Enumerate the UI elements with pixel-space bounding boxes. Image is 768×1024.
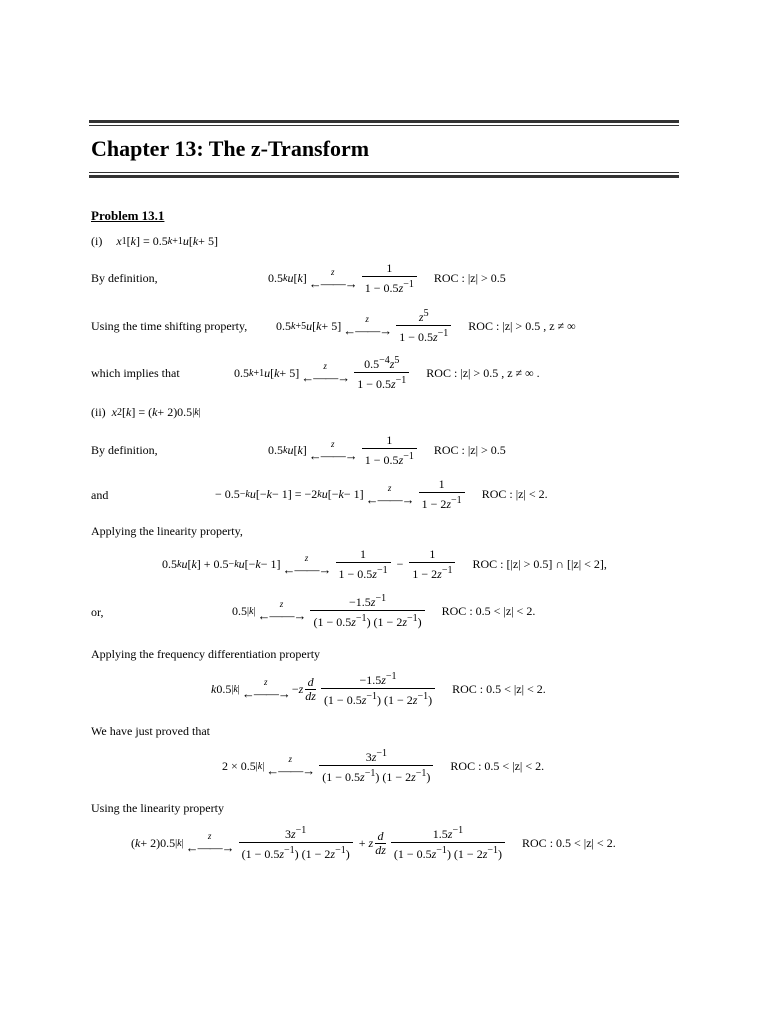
- equation-scaled: 2 × 0.5 |k| z ←——→ $\frac{3z^{-1}}{(1 - 0.5z^{-1}) (1 - 2z^{-1})}$ ROC : 0.5 < |z| < 2.: [222, 748, 545, 785]
- text-just-proved: We have just proved that: [91, 724, 210, 738]
- roc-x1: ROC : |z| > 0.5 , z ≠ ∞ .: [426, 365, 540, 380]
- roc-anticausal: ROC : |z| < 2.: [481, 487, 548, 502]
- equation-linearity-sum: 0.5 k u [ k ] + 0.5 −k u [− k − 1] z ←——→ $\frac{1}{1 - 0.5z^{-1}}$ − $\frac{1}{1 - 2z^{-1}}$ ROC : [|z| > 0.5] ∩ [|z| < 2],: [162, 547, 607, 582]
- roc-basic-1: ROC : |z| > 0.5: [433, 271, 506, 286]
- part-ii-definition: (ii) x 2 [ k ] = ( k + 2)0.5 |k|: [91, 405, 201, 419]
- equation-freq-diff: k 0.5 |k| z ←——→ − z d dz $\frac{-1.5z^{-1}}{(1 - 0.5z^{-1}) (1 - 2z^{-1})}$ ROC : 0.5 < |z| < 2.: [211, 671, 546, 708]
- part-i-label: (i): [91, 234, 103, 248]
- roc-intersect: ROC : [|z| > 0.5] ∩ [|z| < 2],: [472, 557, 607, 572]
- text-by-definition-1: By definition,: [91, 271, 158, 285]
- text-time-shift: Using the time shifting property,: [91, 319, 248, 333]
- header-rule-bottom: [89, 172, 679, 173]
- text-and: and: [91, 488, 109, 502]
- header-rule-top: [89, 120, 679, 123]
- equation-anticausal-pair: − 0.5 −k u [− k − 1] = −2 k u [− k − 1] z ←——→ $\frac{1}{1 - 2z^{-1}}$ ROC : |z| < 2.: [215, 477, 548, 512]
- roc-freq-diff: ROC : 0.5 < |z| < 2.: [452, 681, 546, 696]
- chapter-title: Chapter 13: The z-Transform: [91, 136, 370, 161]
- roc-scaled: ROC : 0.5 < |z| < 2.: [450, 758, 545, 773]
- header-rule-bottom-thick: [89, 175, 679, 178]
- part-ii-label: (ii): [91, 405, 106, 419]
- text-implies: which implies that: [91, 366, 180, 380]
- equation-x1-transform: 0.5 k+1 u [ k + 5] z ←——→ $\frac{0.5^{-4}z^5}{1 - 0.5z^{-1}}$ ROC : |z| > 0.5 , z ≠ ∞ .: [234, 355, 540, 392]
- roc-two-sided: ROC : 0.5 < |z| < 2.: [441, 603, 536, 618]
- equation-two-sided: 0.5 |k| z ←——→ $\frac{-1.5z^{-1}}{(1 - 0.5z^{-1}) (1 - 2z^{-1})}$ ROC : 0.5 < |z| < 2.: [232, 593, 536, 630]
- text-or: or,: [91, 605, 104, 619]
- text-linearity-1: Applying the linearity property,: [91, 524, 243, 538]
- text-by-definition-2: By definition,: [91, 443, 158, 457]
- roc-final: ROC : 0.5 < |z| < 2.: [522, 835, 616, 850]
- equation-final: ( k + 2)0.5 |k| z ←——→ $\frac{3z^{-1}}{(1 - 0.5z^{-1}) (1 - 2z^{-1})}$ + z d dz $\frac{1.5z^{-1}}{(1 - 0.5z^{-1}) (1 - 2z^{-1})}$ ROC : 0.5 < |z| < 2.: [131, 825, 616, 862]
- equation-basic-pair-1: 0.5 k u [ k ] z ←——→ $\frac{1}{1 - 0.5z^{-1}}$ ROC : |z| > 0.5: [268, 261, 506, 296]
- roc-basic-2: ROC : |z| > 0.5: [433, 443, 506, 458]
- roc-time-shift: ROC : |z| > 0.5 , z ≠ ∞: [468, 318, 576, 333]
- header-rule-top-thin: [89, 125, 679, 126]
- text-freq-diff: Applying the frequency differentiation property: [91, 647, 321, 661]
- equation-time-shift: 0.5 k+5 u [ k + 5] z ←——→ $\frac{z^5}{1 - 0.5z^{-1}}$ ROC : |z| > 0.5 , z ≠ ∞: [276, 308, 576, 345]
- equation-basic-pair-2: 0.5 k u [ k ] z ←——→ $\frac{1}{1 - 0.5z^{-1}}$ ROC : |z| > 0.5: [268, 433, 506, 468]
- part-i-definition: (i) x 1 [ k ] = 0.5 k+1 u [ k + 5]: [91, 234, 218, 248]
- text-linearity-2: Using the linearity property: [91, 801, 224, 815]
- problem-heading: Problem 13.1: [91, 208, 165, 223]
